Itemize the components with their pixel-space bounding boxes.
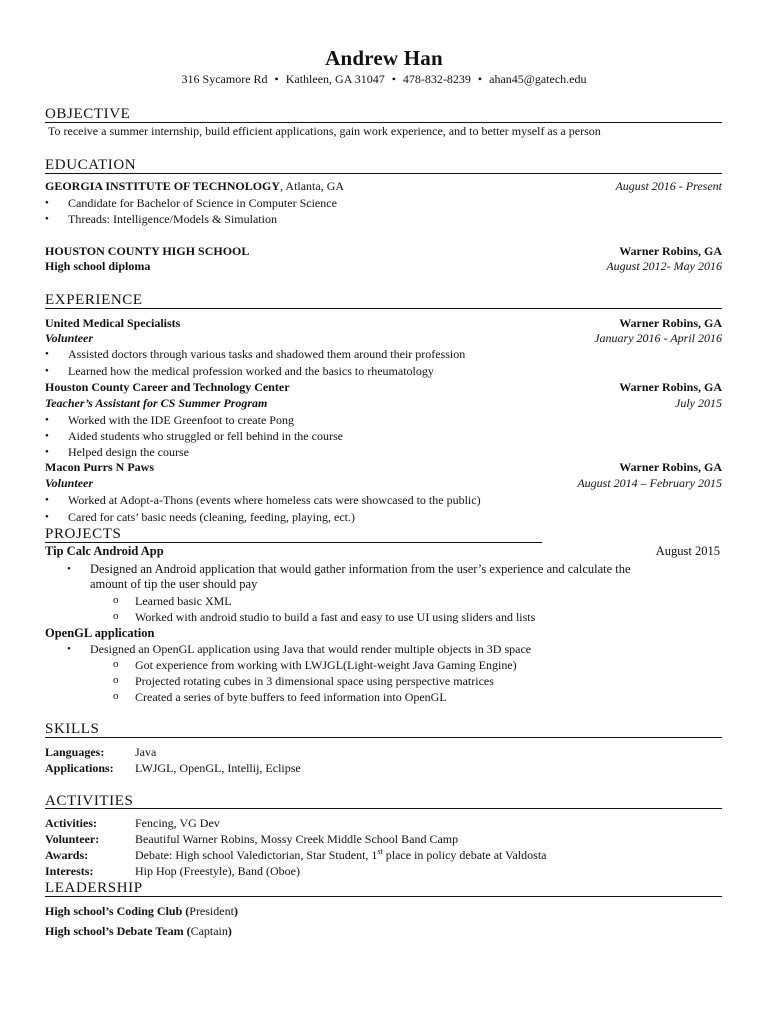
education-heading: EDUCATION <box>45 157 137 173</box>
list-item: • Assisted doctors through various tasks and shadowed them around their profession <box>68 347 465 362</box>
houston-degree: High school diploma <box>45 259 151 273</box>
section-divider <box>45 308 722 309</box>
city: Kathleen, GA 31047 <box>285 72 385 86</box>
activities-label: Activities: <box>45 816 97 830</box>
leadership-role: Captain <box>190 924 228 938</box>
job-role: Teacher’s Assistant for CS Summer Program <box>45 396 268 410</box>
list-item: • Helped design the course <box>68 445 189 460</box>
phone: 478-832-8239 <box>402 72 471 86</box>
list-item: • Learned how the medical profession worked and the basics to rheumatology <box>68 364 434 379</box>
sub-list-item: o Learned basic XML <box>135 594 232 609</box>
job-org: Macon Purrs N Paws <box>45 460 154 474</box>
list-item: • Worked at Adopt-a-Thons (events where homeless cats were showcased to the public) <box>68 493 481 508</box>
job-role: Volunteer <box>45 331 94 345</box>
applications-value: LWJGL, OpenGL, Intellij, Eclipse <box>135 761 301 775</box>
projects-heading: PROJECTS <box>45 526 122 542</box>
gatech-name: GEORGIA INSTITUTE OF TECHNOLOGY <box>45 179 281 193</box>
job-org: United Medical Specialists <box>45 316 181 330</box>
objective-text: To receive a summer internship, build efficient applications, gain work experience, and to better myself as a person <box>48 124 601 138</box>
section-divider <box>45 737 722 738</box>
awards-ordinal: st <box>377 847 383 856</box>
languages-label: Languages: <box>45 745 105 759</box>
section-divider <box>45 173 722 174</box>
section-divider <box>45 542 542 543</box>
leadership-heading: LEADERSHIP <box>45 880 143 896</box>
leadership-item <box>45 924 232 939</box>
gatech-location: , Atlanta, GA <box>280 179 345 193</box>
interests-label: Interests: <box>45 864 94 878</box>
job-location: Warner Robins, GA <box>619 380 722 394</box>
job-role: Volunteer <box>45 476 94 490</box>
project-name: Tip Calc Android App <box>45 544 164 558</box>
houston-school: HOUSTON COUNTY HIGH SCHOOL <box>45 244 250 258</box>
awards-text: place in policy debate at Valdosta <box>382 848 547 862</box>
interests-value: Hip Hop (Freestyle), Band (Oboe) <box>135 864 300 878</box>
project-date: August 2015 <box>655 544 720 558</box>
address: 316 Sycamore Rd <box>181 72 268 86</box>
leadership-paren: ( <box>183 924 191 938</box>
leadership-paren: ) <box>233 904 238 918</box>
awards-text: Debate: High school Valedictorian, Star Student, 1 <box>135 848 378 862</box>
contact-line <box>0 72 768 87</box>
houston-location: Warner Robins, GA <box>619 244 722 258</box>
job-location: Warner Robins, GA <box>619 316 722 330</box>
gatech-school <box>45 179 344 194</box>
list-item: • Aided students who struggled or fell behind in the course <box>68 429 343 444</box>
project-name: OpenGL application <box>45 626 155 640</box>
leadership-role: President <box>189 904 234 918</box>
leadership-name: High school’s Debate Team <box>45 924 184 938</box>
leadership-paren: ) <box>227 924 232 938</box>
job-org: Houston County Career and Technology Center <box>45 380 290 394</box>
leadership-paren: ( <box>182 904 190 918</box>
leadership-name: High school’s Coding Club <box>45 904 183 918</box>
leadership-item <box>45 904 238 919</box>
list-item: • Threads: Intelligence/Models & Simulation <box>68 212 277 227</box>
job-dates: January 2016 - April 2016 <box>594 331 722 345</box>
skills-heading: SKILLS <box>45 721 100 737</box>
separator-dot: • <box>391 72 396 86</box>
objective-heading: OBJECTIVE <box>45 106 131 122</box>
job-location: Warner Robins, GA <box>619 460 722 474</box>
section-divider <box>45 122 722 123</box>
sub-list-item: o Created a series of byte buffers to feed information into OpenGL <box>135 690 447 705</box>
activities-heading: ACTIVITIES <box>45 793 134 809</box>
volunteer-value: Beautiful Warner Robins, Mossy Creek Middle School Band Camp <box>135 832 459 846</box>
email: ahan45@gatech.edu <box>489 72 587 86</box>
resume-name: Andrew Han <box>325 46 443 70</box>
section-divider <box>45 808 722 809</box>
list-item: • Designed an Android application that would gather information from the user’s experience and calculate the <box>90 562 631 577</box>
list-item: • Worked with the IDE Greenfoot to create Pong <box>68 413 294 428</box>
houston-dates: August 2012- May 2016 <box>606 259 722 273</box>
section-divider <box>45 896 722 897</box>
sub-list-item: o Got experience from working with LWJGL(Light-weight Java Gaming Engine) <box>135 658 517 673</box>
job-dates: July 2015 <box>675 396 722 410</box>
list-item: • Candidate for Bachelor of Science in Computer Science <box>68 196 337 211</box>
gatech-dates: August 2016 - Present <box>615 179 722 193</box>
awards-label: Awards: <box>45 848 89 862</box>
separator-dot: • <box>274 72 279 86</box>
job-dates: August 2014 – February 2015 <box>577 476 722 490</box>
languages-value: Java <box>135 745 157 759</box>
applications-label: Applications: <box>45 761 114 775</box>
activities-value: Fencing, VG Dev <box>135 816 220 830</box>
separator-dot: • <box>477 72 483 86</box>
experience-heading: EXPERIENCE <box>45 292 143 308</box>
list-item: • Designed an OpenGL application using Java that would render multiple objects in 3D space <box>90 642 531 657</box>
sub-list-item: o Projected rotating cubes in 3 dimensional space using perspective matrices <box>135 674 494 689</box>
sub-list-item: o Worked with android studio to build a fast and easy to use UI using sliders and lists <box>135 610 535 625</box>
awards-value <box>135 848 546 863</box>
volunteer-label: Volunteer: <box>45 832 100 846</box>
list-item-continued: amount of tip the user should pay <box>90 577 258 591</box>
list-item: • Cared for cats’ basic needs (cleaning, feeding, playing, ect.) <box>68 510 355 525</box>
